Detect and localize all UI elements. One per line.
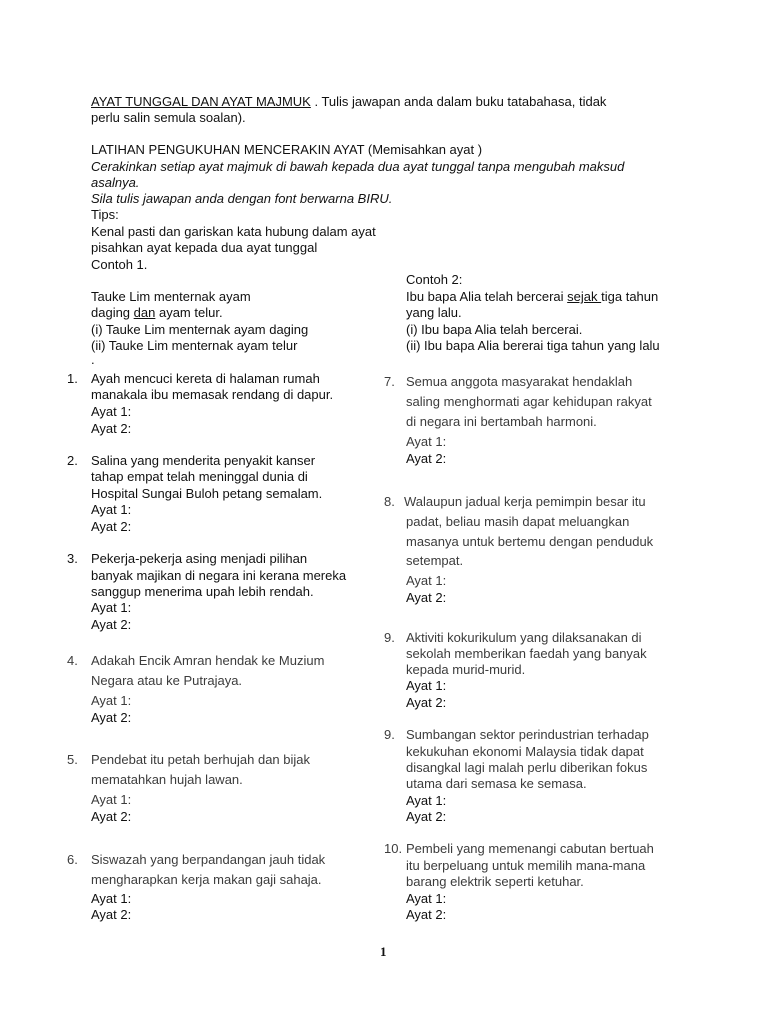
- example1-text: daging: [91, 305, 134, 320]
- title-instruction-line2: perlu salin semula soalan).: [91, 110, 246, 125]
- example2-conjunction: sejak: [567, 289, 602, 304]
- question-text-line: Sumbangan sektor perindustrian terhadap: [406, 727, 649, 742]
- question-text-line: manakala ibu memasak rendang di dapur.: [91, 387, 334, 402]
- answer-label-1: Ayat 1:: [91, 404, 132, 419]
- example1-answer1: (i) Tauke Lim menternak ayam daging: [91, 322, 309, 337]
- question-text-line: Hospital Sungai Buloh petang semalam.: [91, 486, 323, 501]
- question-number: 4.: [67, 653, 78, 668]
- page-title-line: [91, 94, 606, 109]
- question-text-line: kepada murid-murid.: [406, 662, 526, 677]
- question-text-line: Siswazah yang berpandangan jauh tidak: [91, 852, 326, 867]
- question-number: 6.: [67, 852, 78, 867]
- answer-label-2: Ayat 2:: [406, 590, 447, 605]
- answer-label-2: Ayat 2:: [406, 907, 447, 922]
- tip-line-1: Kenal pasti dan gariskan kata hubung dalam ayat: [91, 224, 376, 239]
- question-text-line: kekukuhan ekonomi Malaysia tidak dapat: [406, 744, 644, 759]
- title-instruction: . Tulis jawapan anda dalam buku tatabahasa, tidak: [310, 94, 607, 109]
- answer-label-2: Ayat 2:: [91, 907, 132, 922]
- question-number: 7.: [384, 374, 395, 389]
- question-text-line: Pembeli yang memenangi cabutan bertuah: [406, 841, 654, 856]
- example1-dot: .: [91, 352, 95, 367]
- instruction-line-1: Cerakinkan setiap ayat majmuk di bawah kepada dua ayat tunggal tanpa mengubah maksud: [91, 159, 625, 174]
- answer-label-2: Ayat 2:: [91, 809, 132, 824]
- example2-line1: [406, 289, 658, 304]
- question-text-line: Adakah Encik Amran hendak ke Muzium: [91, 653, 325, 668]
- question-text-line: utama dari semasa ke semasa.: [406, 776, 587, 791]
- question-text-line: tahap empat telah meninggal dunia di: [91, 469, 308, 484]
- answer-label-2: Ayat 2:: [406, 451, 447, 466]
- example1-conjunction: dan: [133, 305, 156, 320]
- example2-answer1: (i) Ibu bapa Alia telah bercerai.: [406, 322, 583, 337]
- answer-label-2: Ayat 2:: [91, 519, 132, 534]
- answer-label-2: Ayat 2:: [91, 617, 132, 632]
- instruction-line-3: Sila tulis jawapan anda dengan font berwarna BIRU.: [91, 191, 393, 206]
- instruction-line-2: asalnya.: [91, 175, 140, 190]
- question-text-line: mengharapkan kerja makan gaji sahaja.: [91, 872, 322, 887]
- example1-line2: [91, 305, 223, 320]
- example2-line2: yang lalu.: [406, 305, 462, 320]
- answer-label-1: Ayat 1:: [91, 792, 132, 807]
- question-number: 10.: [384, 841, 403, 856]
- question-text-line: Pendebat itu petah berhujah dan bijak: [91, 752, 311, 767]
- question-text-line: mematahkan hujah lawan.: [91, 772, 243, 787]
- tips-label: Tips:: [91, 207, 119, 222]
- question-text-line: Semua anggota masyarakat hendaklah: [406, 374, 633, 389]
- question-text-line: padat, beliau masih dapat meluangkan: [406, 514, 630, 529]
- question-text-line: Walaupun jadual kerja pemimpin besar itu: [404, 494, 646, 509]
- answer-label-1: Ayat 1:: [406, 573, 447, 588]
- answer-label-1: Ayat 1:: [406, 891, 447, 906]
- example2-label: Contoh 2:: [406, 272, 463, 287]
- question-text-line: masanya untuk bertemu dengan penduduk: [406, 534, 654, 549]
- question-number: 9.: [384, 727, 395, 742]
- answer-label-2: Ayat 2:: [91, 421, 132, 436]
- question-text-line: barang elektrik seperti ketuhar.: [406, 874, 584, 889]
- question-text-line: Ayah mencuci kereta di halaman rumah: [91, 371, 320, 386]
- question-text-line: di negara ini bertambah harmoni.: [406, 414, 597, 429]
- example1-line1: Tauke Lim menternak ayam: [91, 289, 251, 304]
- question-number: 9.: [384, 630, 395, 645]
- answer-label-2: Ayat 2:: [91, 710, 132, 725]
- example2-text: Ibu bapa Alia telah bercerai: [406, 289, 568, 304]
- question-number: 2.: [67, 453, 78, 468]
- answer-label-1: Ayat 1:: [406, 678, 447, 693]
- question-text-line: disangkal lagi malah perlu diberikan fokus: [406, 760, 648, 775]
- question-text-line: banyak majikan di negara ini kerana mereka: [91, 568, 347, 583]
- answer-label-1: Ayat 1:: [406, 793, 447, 808]
- answer-label-1: Ayat 1:: [91, 600, 132, 615]
- example2-answer2: (ii) Ibu bapa Alia bererai tiga tahun yang lalu: [406, 338, 660, 353]
- question-text-line: itu berpeluang untuk memilih mana-mana: [406, 858, 646, 873]
- question-text-line: sanggup menerima upah lebih rendah.: [91, 584, 314, 599]
- section-heading: LATIHAN PENGUKUHAN MENCERAKIN AYAT (Memisahkan ayat ): [91, 142, 483, 157]
- example1-text-end: ayam telur.: [155, 305, 223, 320]
- page-number: 1: [380, 944, 387, 959]
- question-text-line: saling menghormati agar kehidupan rakyat: [406, 394, 652, 409]
- answer-label-1: Ayat 1:: [406, 434, 447, 449]
- question-text-line: Negara atau ke Putrajaya.: [91, 673, 243, 688]
- tip-line-2: pisahkan ayat kepada dua ayat tunggal: [91, 240, 318, 255]
- question-text-line: setempat.: [406, 553, 464, 568]
- example1-label: Contoh 1.: [91, 257, 148, 272]
- question-text-line: Pekerja-pekerja asing menjadi pilihan: [91, 551, 308, 566]
- example1-answer2: (ii) Tauke Lim menternak ayam telur: [91, 338, 298, 353]
- answer-label-1: Ayat 1:: [91, 502, 132, 517]
- question-number: 3.: [67, 551, 78, 566]
- answer-label-2: Ayat 2:: [406, 809, 447, 824]
- question-number: 1.: [67, 371, 78, 386]
- question-number: 5.: [67, 752, 78, 767]
- page-title: AYAT TUNGGAL DAN AYAT MAJMUK: [91, 94, 311, 109]
- question-text-line: sekolah memberikan faedah yang banyak: [406, 646, 647, 661]
- answer-label-1: Ayat 1:: [91, 891, 132, 906]
- question-text-line: Aktiviti kokurikulum yang dilaksanakan di: [406, 630, 642, 645]
- answer-label-2: Ayat 2:: [406, 695, 447, 710]
- question-number: 8.: [384, 494, 395, 509]
- question-text-line: Salina yang menderita penyakit kanser: [91, 453, 316, 468]
- answer-label-1: Ayat 1:: [91, 693, 132, 708]
- example2-text-end: tiga tahun: [601, 289, 659, 304]
